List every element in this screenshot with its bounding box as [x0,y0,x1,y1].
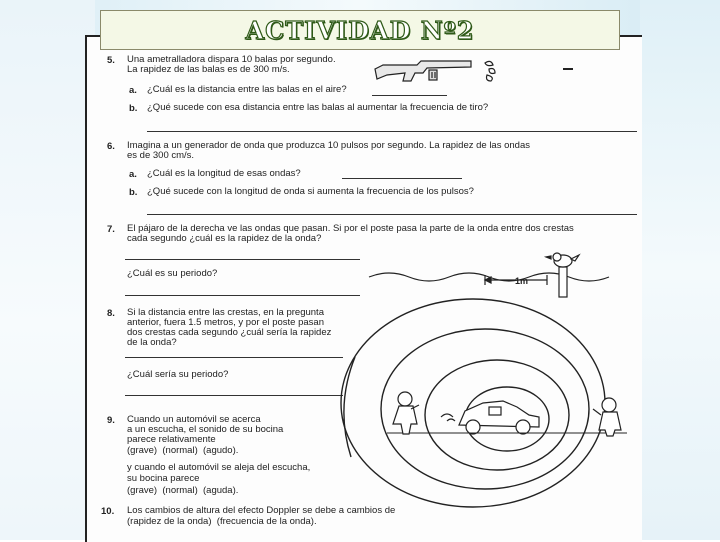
q9-options-2: (grave) (normal) (aguda). [127,485,239,496]
q10-line-1: Los cambios de altura del efecto Doppler se debe a cambios de [127,505,396,516]
q10-number: 10. [101,506,115,517]
q10-options: (rapidez de la onda) (frecuencia de la onda). [127,516,317,527]
q5a-text: ¿Cuál es la distancia entre las balas en el aire? [147,84,347,95]
page-title: ACTIVIDAD Nº2 [245,15,475,45]
worksheet [85,35,642,542]
q5a-letter: a. [129,85,137,96]
doppler-wavefronts [341,299,605,507]
q9-options-1: (grave) (normal) (agudo). [127,445,239,456]
one-meter-label: 1m [515,276,529,286]
q7-number: 7. [107,224,115,235]
q8-line-4: de la onda? [127,337,177,348]
q9-number: 9. [107,415,115,426]
q7-period-question: ¿Cuál es su periodo? [127,268,218,279]
q6b-text: ¿Qué sucede con la longitud de onda si aumenta la frecuencia de los pulsos? [147,186,474,197]
q8-line-2: anterior, fuera 1.5 metros, y por el poste pasan [127,317,324,328]
q5-line-1: Una ametralladora dispara 10 balas por segundo. [127,54,336,65]
q9-line-1: Cuando un automóvil se acerca [127,414,261,425]
q6-line-1: Imagina a un generador de onda que produzca 10 pulsos por segundo. La rapidez de las ondas [127,140,530,151]
slide-background-left [0,0,95,540]
car-icon [441,401,539,434]
q9-line-5: su bocina parece [127,473,200,484]
q5b-text: ¿Qué sucede con esa distancia entre las balas al aumentar la frecuencia de tiro? [147,102,489,113]
q6a-letter: a. [129,169,137,180]
q5-line-2: La rapidez de las balas es de 300 m/s. [127,64,290,75]
title-banner [100,10,620,50]
q6a-text: ¿Cuál es la longitud de esas ondas? [147,168,301,179]
q6-number: 6. [107,141,115,152]
wave-diagram [369,273,609,285]
q5-number: 5. [107,55,115,66]
q5b-letter: b. [129,103,138,114]
q9-line-3: parece relativamente [127,434,216,445]
machine-gun-icon [375,61,573,81]
worksheet-illustrations [87,37,642,542]
q9-line-4: y cuando el automóvil se aleja del escucha, [127,462,311,473]
listener-left-icon [393,392,419,434]
q8-line-1: Si la distancia entre las crestas, en la pregunta [127,307,324,318]
q8-line-3: dos crestas cada segundo ¿cuál sería la rapidez [127,327,332,338]
bird-on-post-icon [546,253,579,297]
q8-number: 8. [107,308,115,319]
q6b-letter: b. [129,187,138,198]
q7-line-1: El pájaro de la derecha ve las ondas que pasan. Si por el poste pasa la parte de la onda entre dos crestas [127,223,574,234]
q6-line-2: es de 300 cm/s. [127,150,195,161]
listener-right-icon [593,398,621,436]
q8-period-question: ¿Cuál sería su periodo? [127,369,229,380]
q7-line-2: cada segundo ¿cuál es la rapidez de la onda? [127,233,322,244]
slide-background-right [640,0,720,540]
q9-line-2: a un escucha, el sonido de su bocina [127,424,284,435]
